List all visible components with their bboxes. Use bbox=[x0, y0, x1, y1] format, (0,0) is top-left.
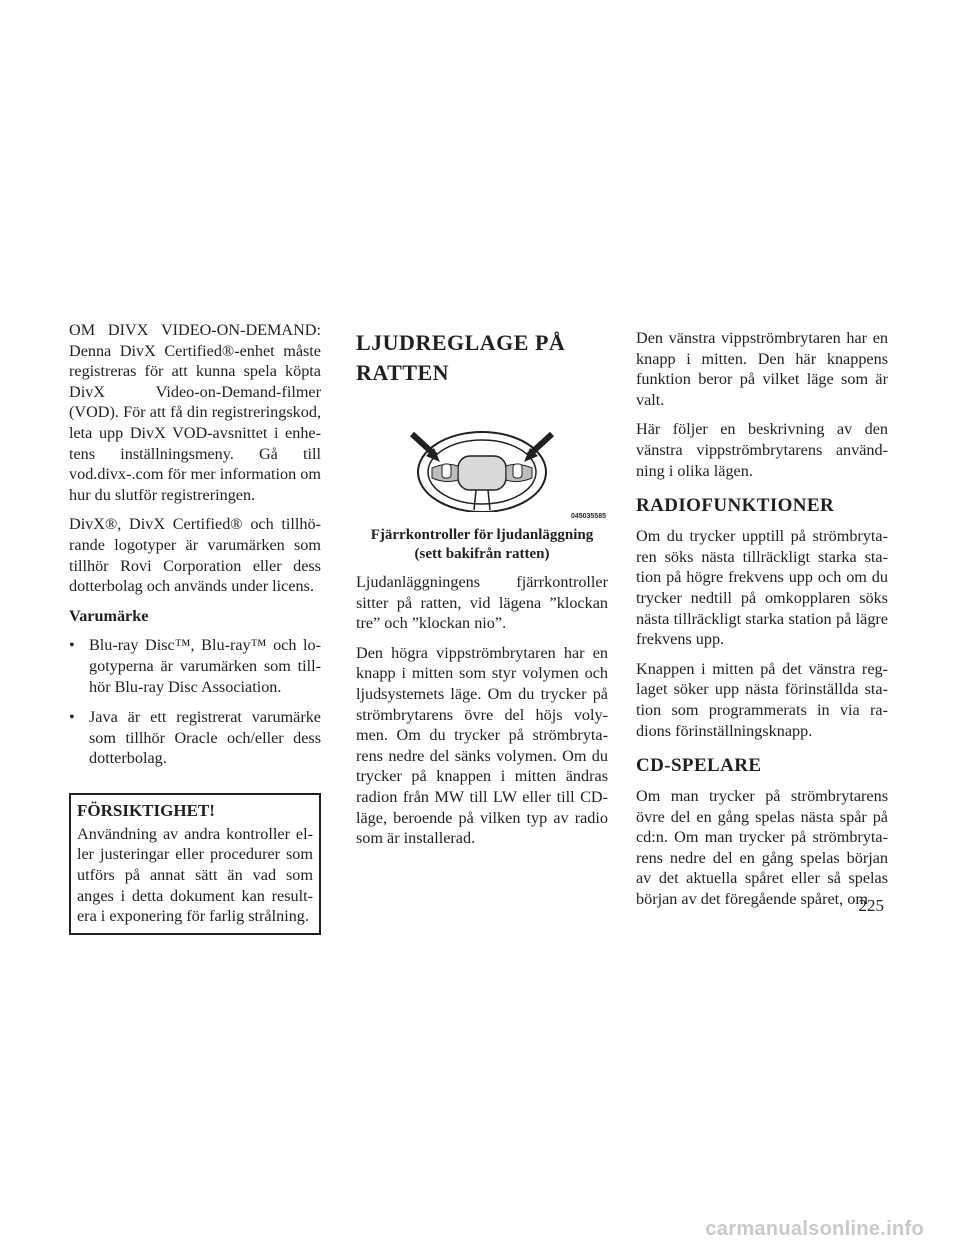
cd-track-paragraph: Om man trycker på strömbrytarens övre del en gång spelas nästa spår på cd:n. Om man trycker på strömbryta-rens nedre del en gång spelas början av det aktuella spåret eller så spelas början av det föregående spåret, om bbox=[636, 787, 888, 909]
caution-title: FÖRSIKTIGHET! bbox=[77, 800, 215, 820]
radio-preset-paragraph: Knappen i mitten på det vänstra reg-laget söker upp nästa förinställda sta-tion som programmerats in via ra-dions förinställningsknapp. bbox=[636, 659, 888, 740]
caption-line1: Fjärrkontroller för ljudanläggning bbox=[370, 527, 594, 543]
left-switch-description-paragraph: Här följer en beskrivning av den vänstra vippströmbrytarens använd-ning i olika lägen. bbox=[636, 420, 888, 480]
radio-functions-heading: RADIOFUNKTIONER bbox=[636, 495, 835, 517]
section-title-line2: RATTEN bbox=[356, 360, 450, 385]
remote-location-paragraph: Ljudanläggningens fjärrkontroller sitter på ratten, vid lägena ”klockan tre” och ”klockan nio”. bbox=[356, 573, 608, 633]
figure-id: 045035585 bbox=[570, 513, 606, 520]
steering-wheel-figure bbox=[364, 422, 606, 520]
steering-wheel-icon bbox=[402, 422, 562, 512]
left-switch-paragraph: Den vänstra vippströmbrytaren har en knapp i mitten. Den här knappens funktion beror på vilket läge som är valt. bbox=[636, 329, 888, 409]
middle-column bbox=[356, 320, 608, 858]
divx-trademark-paragraph: DivX®, DivX Certified® och tillhö-rande logotyper är varumärken som tillhör Rovi Corporation eller dess dotterbolag och används under licens. bbox=[69, 515, 321, 596]
cd-player-heading: CD-SPELARE bbox=[636, 755, 762, 777]
radio-seek-paragraph: Om du trycker upptill på strömbryta-ren söks nästa tillräckligt starka sta-tion på högre frekvens upp och om du trycker nedtill på omkopplaren söks nästa tillräckligt starka station på lägre frekvens upp. bbox=[636, 527, 888, 649]
trademark-list bbox=[69, 635, 321, 769]
caption-line2: (sett bakifrån ratten) bbox=[414, 546, 550, 562]
right-column bbox=[636, 328, 888, 919]
left-column bbox=[69, 320, 321, 935]
divx-vod-paragraph: OM DIVX VIDEO-ON-DEMAND: Denna DivX Certified®-enhet måste registreras för att kunna spela köpta DivX Video-on-Demand-filmer (VOD). För att få din registreringskod, leta upp DivX VOD-avsnittet i enhe-tens inställningsmeny. Gå till vod.divx-.com för mer information om hur du slutför registreringen. bbox=[69, 321, 321, 504]
right-switch-paragraph: Den högra vippströmbrytaren har en knapp i mitten som styr volymen och ljudsystemets läge. Om du trycker på strömbrytarens övre del höjs voly-men. Om du trycker på strömbryta-rens nedre del sänks volymen. Om du trycker på knappen i mitten ändras radion från MW till LW eller till CD-läge, beroende på vilken typ av radio som är installerad. bbox=[356, 643, 608, 848]
caution-text: Användning av andra kontroller el-ler justeringar eller procedurer som utförs på annat sätt än vad som anges i detta dokument kan result-era i exponering för farlig strålning. bbox=[77, 824, 313, 926]
page-number: 225 bbox=[858, 896, 884, 915]
figure-caption bbox=[356, 526, 608, 564]
trademarks-heading: Varumärke bbox=[69, 606, 149, 625]
list-item: • Blu-ray Disc™, Blu-ray™ och lo-gotyperna är varumärken som till-hör Blu-ray Disc Association. bbox=[69, 635, 321, 697]
caution-box bbox=[69, 793, 321, 935]
section-title bbox=[356, 328, 608, 388]
watermark: carmanualsonline.info bbox=[705, 1218, 924, 1240]
section-title-line1: LJUDREGLAGE PÅ bbox=[356, 330, 566, 355]
list-item: • Java är ett registrerat varumärke som tillhör Oracle och/eller dess dotterbolag. bbox=[69, 707, 321, 769]
